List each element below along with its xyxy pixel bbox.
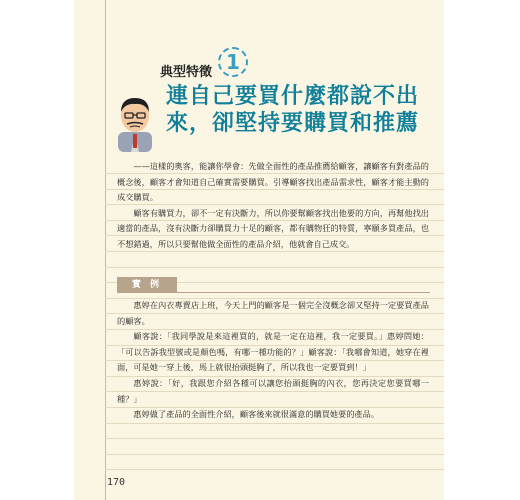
example-paragraph: 顧客說：「我同學說是來這裡買的，就是一定在這裡，我一定要買。」惠婷問她：「可以告訴我型號或是顏色嗎，有哪一種功能的？」顧客說：「我哪會知道，她穿在裡面，可是她一穿上後，馬上就很抬頭挺胸了，所以我也一定要買到！」 xyxy=(117,331,429,373)
section-label: 實 例 xyxy=(117,277,177,293)
intro-paragraph: 顧客有購買力，卻不一定有決斷力，所以你要幫顧客找出他要的方向，再幫他找出適當的產品，沒有決斷力卻購買力十足的顧客，都有購物狂的特質，寧願多買產品，也不想錯過，所以只要幫他做全面性的產品介紹，他就會自己成交。 xyxy=(117,207,429,249)
chapter-number-badge: 1 xyxy=(218,47,248,77)
businessman-avatar-icon xyxy=(112,94,158,152)
example-paragraph: 惠婷說：「好，我跟您介紹各種可以讓您抬頭挺胸的內衣，您再決定您要買哪一種？」 xyxy=(117,377,429,404)
example-text xyxy=(117,298,429,423)
chapter-tag: 典型特徵 xyxy=(160,65,213,80)
page-number: 170 xyxy=(107,477,126,488)
example-paragraph: 惠婷做了產品的全面性介紹，顧客後來就很滿意的購買她要的產品。 xyxy=(133,409,380,420)
intro-paragraph: ——這樣的奧客，能讓你學會：先做全面性的產品推薦給顧客，讓顧客有對產品的概念後，顧客才會知道自己確實需要購買。引導顧客找出產品需求性，顧客才能主動的成交購買。 xyxy=(117,161,429,203)
page-title: 連自己要買什麼都說不出來，卻堅持要購買和推薦 xyxy=(166,84,420,136)
ruled-line xyxy=(105,438,444,439)
ruled-line xyxy=(105,454,444,455)
ruled-line xyxy=(105,469,444,470)
ruled-line xyxy=(105,423,444,424)
margin-line xyxy=(105,0,106,500)
example-paragraph: 惠婷在內衣專賣店上班，今天上門的顧客是一個完全沒概念卻又堅持一定要買產品的顧客。 xyxy=(117,300,429,326)
ruled-line xyxy=(105,267,444,268)
intro-text xyxy=(117,159,429,253)
section-divider xyxy=(177,292,430,293)
